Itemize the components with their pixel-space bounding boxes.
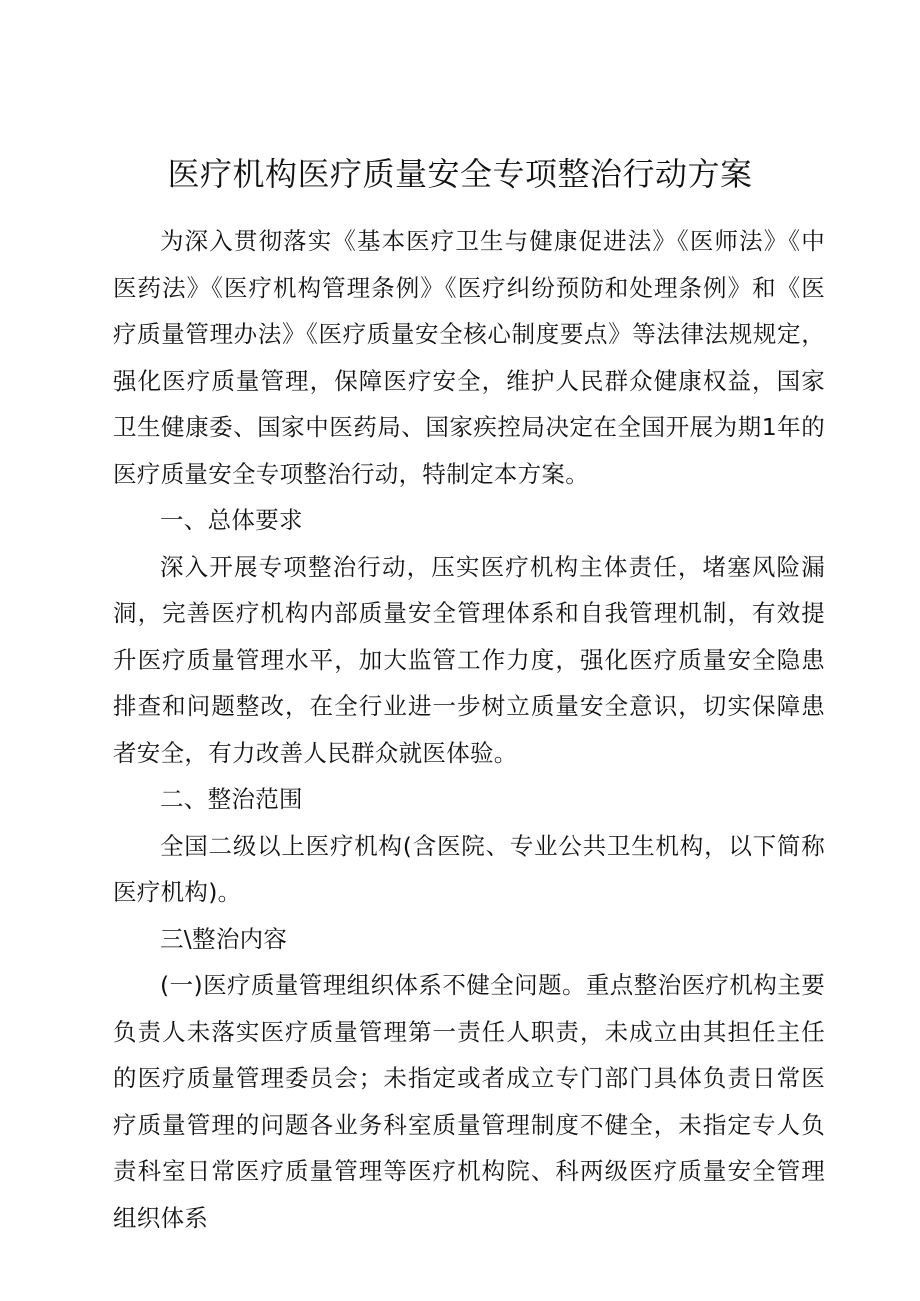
section-body-general-requirements: 深入开展专项整治行动，压实医疗机构主体责任，堵塞风险漏洞，完善医疗机构内部质量安全管理体系和自我管理机制，有效提升医疗质量管理水平，加大监管工作力度，强化医疗质量安全隐患排查和问题整改，在全行业进一步树立质量安全意识，切实保障患者安全，有力改善人民群众就医体验。	[113, 552, 825, 767]
section-heading-scope: 二、整治范围	[160, 785, 303, 813]
section-heading-general-requirements: 一、总体要求	[160, 506, 303, 534]
section-body-content: (一)医疗质量管理组织体系不健全问题。重点整治医疗机构主要负责人未落实医疗质量管理第一责任人职责，未成立由其担任主任的医疗质量管理委员会；未指定或者成立专门部门具体负责日常医疗质量管理的问题各业务科室质量管理制度不健全，未指定专人负责科室日常医疗质量管理等医疗机构院、科两级医疗质量安全管理组织体系	[113, 971, 825, 1232]
section-heading-content: 三\整治内容	[160, 924, 288, 953]
intro-paragraph: 为深入贯彻落实《基本医疗卫生与健康促进法》《医师法》《中医药法》《医疗机构管理条例》《医疗纠纷预防和处理条例》和《医疗质量管理办法》《医疗质量安全核心制度要点》等法律法规规定，强化医疗质量管理，保障医疗安全，维护人民群众健康权益，国家卫生健康委、国家中医药局、国家疾控局决定在全国开展为期1年的医疗质量安全专项整治行动，特制定本方案。	[113, 227, 825, 488]
document-title: 医疗机构医疗质量安全专项整治行动方案	[167, 155, 753, 193]
document-body	[113, 218, 825, 1241]
section-body-scope: 全国二级以上医疗机构(含医院、专业公共卫生机构，以下简称医疗机构)。	[113, 831, 825, 906]
